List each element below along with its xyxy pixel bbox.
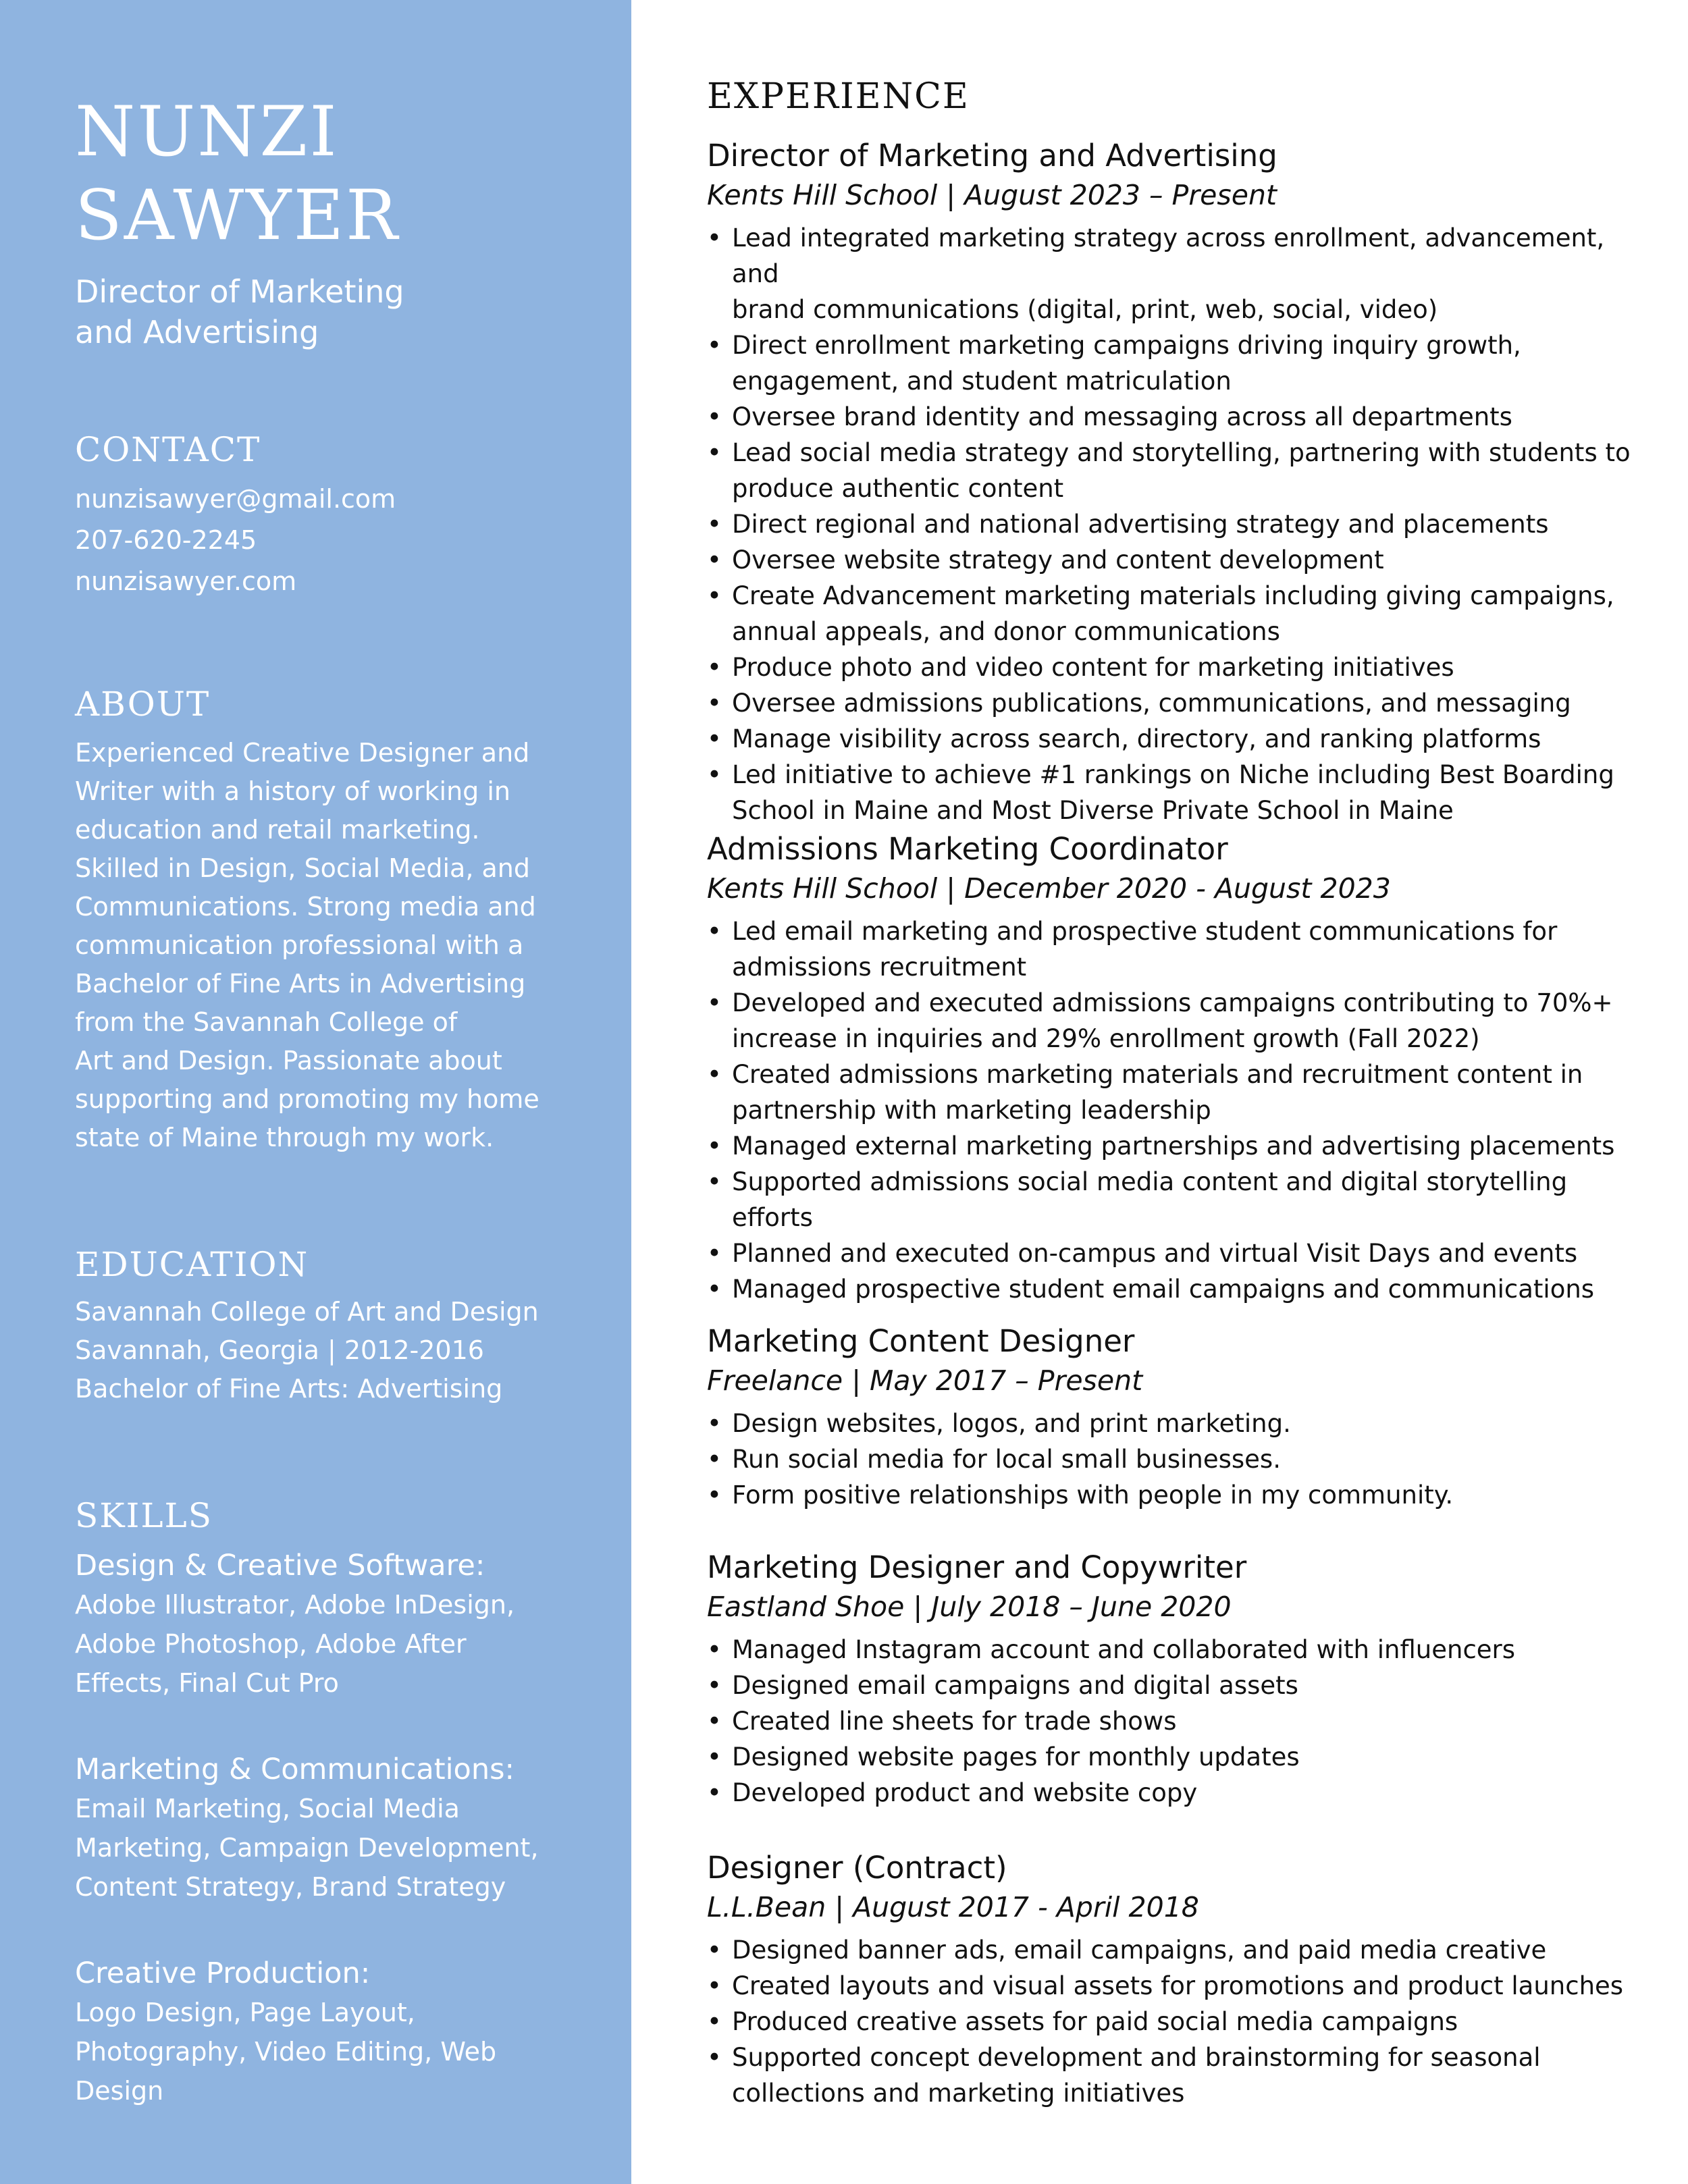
about-line: education and retail marketing. [75,815,480,845]
contact-info [75,479,588,602]
skill-line: Design [75,2076,164,2106]
bullet-continuation: engagement, and student matriculation [732,367,1232,396]
bullet-item: • Oversee website strategy and content development [707,542,1652,578]
candidate-name [75,90,591,258]
bullet-item: • Led email marketing and prospective student communications for [707,913,1652,949]
bullet-item: • Produce photo and video content for marketing initiatives [707,649,1652,685]
bullet-continuation: annual appeals, and donor communications [732,617,1280,646]
job-entry [707,1548,1652,1811]
about-text [75,734,588,1157]
about-heading: ABOUT [75,685,211,724]
about-line: Communications. Strong media and [75,892,536,922]
bullet-continuation: collections and marketing initiatives [732,2079,1185,2108]
bullet-item: • Supported admissions social media content and digital storytelling efforts [707,1164,1652,1235]
bullet-item: • Direct regional and national advertising strategy and placements [707,506,1652,542]
bullet-item: • Produced creative assets for paid social media campaigns [707,2004,1652,2040]
education-degree: Bachelor of Fine Arts: Advertising [75,1374,503,1404]
job-bullets [707,1632,1652,1811]
bullet-item: • Lead integrated marketing strategy across enrollment, advancement, and [707,220,1652,292]
bullet-item: • Designed email campaigns and digital assets [707,1668,1652,1703]
about-line: Writer with a history of working in [75,776,511,806]
bullet-item: • Planned and executed on-campus and virtual Visit Days and events [707,1235,1652,1271]
skills-group [75,1954,588,2110]
job-bullets [707,1932,1652,2111]
skill-category: Marketing & Communications: [75,1753,515,1786]
bullet-continuation: partnership with marketing leadership [732,1096,1211,1125]
education-info [75,1293,588,1408]
skill-line: Adobe Illustrator, Adobe InDesign, [75,1590,515,1620]
education-school: Savannah College of Art and Design [75,1297,539,1327]
job-title: Marketing Content Designer [707,1323,1135,1359]
skill-category: Creative Production: [75,1956,371,1990]
contact-phone[interactable]: 207-620-2245 [75,525,257,555]
bullet-continuation: increase in inquiries and 29% enrollment growth (Fall 2022) [732,1024,1480,1053]
bullet-item: • Designed website pages for monthly updates [707,1739,1652,1775]
bullet-item: • Oversee brand identity and messaging across all departments [707,399,1652,435]
last-name: SAWYER [75,176,400,256]
skills-group [75,1546,588,1703]
job-entry [707,1848,1652,2111]
job-meta: Freelance | May 2017 – Present [707,1364,1143,1397]
skill-category: Design & Creative Software: [75,1549,485,1582]
bullet-item: • Designed banner ads, email campaigns, and paid media creative [707,1932,1652,1968]
bullet-item: • Manage visibility across search, directory, and ranking platforms [707,721,1652,757]
job-bullets [707,913,1652,1307]
sidebar [0,0,631,2184]
bullet-item: • Developed and executed admissions campaigns contributing to 70%+ [707,985,1652,1021]
bullet-continuation: brand communications (digital, print, web, social, video) [732,295,1438,324]
bullet-continuation: School in Maine and Most Diverse Private School in Maine [732,796,1454,825]
bullet-item: • Lead social media strategy and storytelling, partnering with students to [707,435,1652,471]
bullet-item: • Run social media for local small businesses. [707,1441,1652,1477]
subtitle-line-1: Director of Marketing [75,273,404,310]
job-meta: L.L.Bean | August 2017 - April 2018 [707,1891,1199,1923]
bullet-item: • Form positive relationships with people in my community. [707,1477,1652,1513]
contact-website[interactable]: nunzisawyer.com [75,566,297,596]
subtitle-line-2: and Advertising [75,314,319,350]
job-meta: Kents Hill School | December 2020 - August 2023 [707,872,1391,905]
bullet-item: • Design websites, logos, and print marketing. [707,1406,1652,1441]
about-line: state of Maine through my work. [75,1123,494,1152]
education-heading: EDUCATION [75,1245,309,1284]
skill-line: Email Marketing, Social Media [75,1794,460,1823]
education-location: Savannah, Georgia | 2012-2016 [75,1335,484,1365]
bullet-item: • Oversee admissions publications, communications, and messaging [707,685,1652,721]
about-line: Experienced Creative Designer and [75,738,530,768]
about-line: communication professional with a [75,930,524,960]
bullet-item: • Led initiative to achieve #1 rankings on Niche including Best Boarding [707,757,1652,793]
job-meta: Kents Hill School | August 2023 – Present [707,179,1277,211]
job-bullets [707,1406,1652,1513]
job-title: Designer (Contract) [707,1850,1007,1886]
bullet-item: • Managed external marketing partnerships and advertising placements [707,1128,1652,1164]
job-bullets [707,220,1652,828]
bullet-item: • Created admissions marketing materials and recruitment content in [707,1057,1652,1092]
bullet-item: • Managed prospective student email campaigns and communications [707,1271,1652,1307]
bullet-item: • Developed product and website copy [707,1775,1652,1811]
skill-line: Logo Design, Page Layout, [75,1998,415,2027]
job-subtitle [75,271,591,352]
job-meta: Eastland Shoe | July 2018 – June 2020 [707,1591,1232,1623]
about-line: Art and Design. Passionate about [75,1046,502,1075]
bullet-item: • Supported concept development and brainstorming for seasonal [707,2040,1652,2075]
bullet-continuation: admissions recruitment [732,953,1027,982]
experience-heading: EXPERIENCE [707,76,970,117]
bullet-item: • Created layouts and visual assets for promotions and product launches [707,1968,1652,2004]
job-entry [707,830,1652,1307]
about-line: Bachelor of Fine Arts in Advertising [75,969,526,998]
skill-line: Photography, Video Editing, Web [75,2037,497,2067]
skill-line: Marketing, Campaign Development, [75,1833,539,1863]
job-entry [707,1322,1652,1513]
bullet-item: • Direct enrollment marketing campaigns driving inquiry growth, [707,327,1652,363]
about-line: Skilled in Design, Social Media, and [75,853,530,883]
bullet-item: • Create Advancement marketing materials including giving campaigns, [707,578,1652,614]
bullet-continuation: produce authentic content [732,474,1064,503]
contact-email[interactable]: nunzisawyer@gmail.com [75,484,396,514]
job-title: Admissions Marketing Coordinator [707,831,1228,867]
job-entry [707,136,1652,828]
skill-line: Adobe Photoshop, Adobe After [75,1629,467,1659]
about-line: from the Savannah College of [75,1007,458,1037]
contact-heading: CONTACT [75,430,261,469]
job-title: Director of Marketing and Advertising [707,138,1277,174]
first-name: NUNZI [75,92,339,172]
about-line: supporting and promoting my home [75,1084,539,1114]
bullet-item: • Managed Instagram account and collaborated with influencers [707,1632,1652,1668]
skills-group [75,1750,588,1907]
bullet-item: • Created line sheets for trade shows [707,1703,1652,1739]
skills-heading: SKILLS [75,1496,213,1535]
job-title: Marketing Designer and Copywriter [707,1549,1247,1585]
skill-line: Effects, Final Cut Pro [75,1668,339,1698]
skill-line: Content Strategy, Brand Strategy [75,1872,506,1902]
